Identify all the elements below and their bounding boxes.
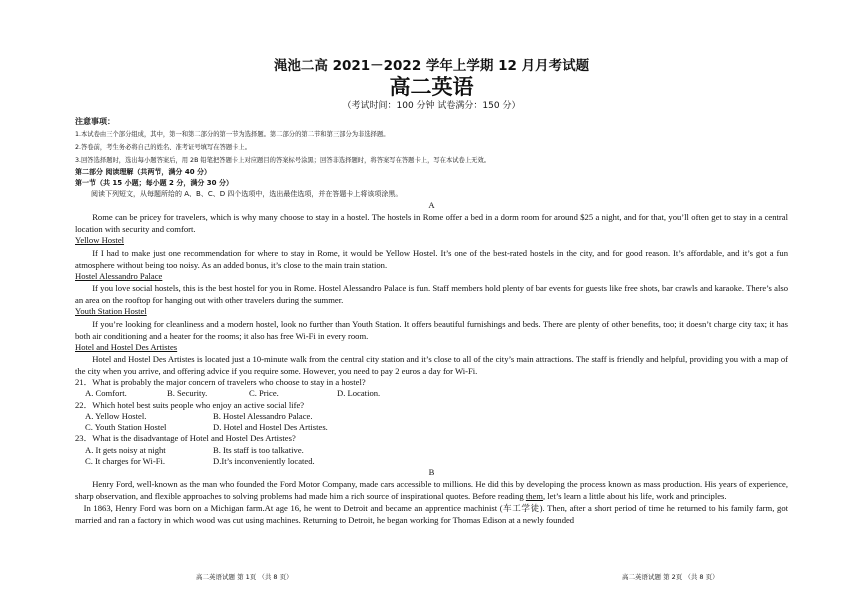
question-21 xyxy=(75,377,788,400)
passage-b-paragraph-2: In 1863, Henry Ford was born on a Michigan farm.At age 16, he went to Detroit and became an apprentice machinist (车工学徒). Then, after a short period of time he returned to his family farm, got married and ran a factory in which wood was cut using machines. Returning to Detroit, he began working for Thomas Edison at a newly founded xyxy=(75,503,788,526)
option-c[interactable]: C. Price. xyxy=(249,388,279,399)
option-b[interactable]: B. Hostel Alessandro Palace. xyxy=(213,410,313,421)
question-stem: What is probably the major concern of travelers who choose to stay in a hostel? xyxy=(92,377,366,387)
page-footer-left: 高二英语试题 第 1页 （共 8 页） xyxy=(196,573,293,581)
exam-title: 渑池二高 2021－2022 学年上学期 12 月月考试题 xyxy=(273,58,590,74)
section-instruction: 阅读下列短文，从每题所给的 A、B、C、D 四个选项中，选出最佳选项，并在答题卡上将该项涂黑。 xyxy=(91,190,403,198)
question-23 xyxy=(75,433,788,467)
hostel-description: Hotel and Hostel Des Artistes is located just a 10-minute walk from the central city station and it’s close to all of the city’s main attractions. The staff is friendly and helpful, providing you with a map of the city when you arrive, and offering advice if you require some. However, you need to pay 2 euros a day for Wi-Fi. xyxy=(75,354,788,376)
hostel-description: If you love social hostels, this is the best hostel for you in Rome. Hostel Alessandro Palace is fun. Staff members hold plenty of bar events for guests like free shots, bar crawls and karaoke. There’s also an area on the rooftop for hanging out with other travelers during the summer. xyxy=(75,283,788,305)
hostel-heading: Hotel and Hostel Des Artistes xyxy=(75,341,178,352)
question-22 xyxy=(75,400,788,434)
section-subtitle: 第一节（共 15 小题；每小题 2 分，满分 30 分） xyxy=(75,179,233,187)
option-d[interactable]: D.It’s inconveniently located. xyxy=(213,456,315,467)
option-c[interactable]: C. It charges for Wi-Fi. xyxy=(85,456,166,467)
question-number: 23． xyxy=(75,433,93,444)
option-d[interactable]: D. Hotel and Hostel Des Artistes. xyxy=(213,422,328,433)
passage-b-text: , let’s learn a little about his life, work and principles. xyxy=(543,491,727,502)
option-a[interactable]: A. It gets noisy at night xyxy=(85,444,166,455)
notice-item: 3.回答选择题时，选出每小题答案后，用 2B 铅笔把答题卡上对应题目的答案标号涂黑；回答非选择题时，将答案写在答题卡上，写在本试卷上无效。 xyxy=(75,157,491,164)
exam-subject: 高二英语 xyxy=(389,75,474,99)
passage-b-text: Henry Ford, well-known as the man who founded the Ford Motor Company, made cars accessible to millions. He did this by developing the process known as mass production. His years of experience, sharp observation, and flexible approaches to solving problems had made him a rich source of inspirational quotes. Before reading xyxy=(75,479,788,502)
question-number: 22． xyxy=(75,399,93,410)
option-a[interactable]: A. Yellow Hostel. xyxy=(85,410,147,421)
underlined-word: them xyxy=(525,491,543,502)
exam-info: （考试时间：100 分钟 试卷满分：150 分） xyxy=(342,101,521,111)
option-a[interactable]: A. Comfort. xyxy=(85,388,127,399)
hostel-description: If you’re looking for cleanliness and a modern hostel, look no further than Youth Station. It offers beautiful furnishings and beds. There are plenty of other benefits, too; it doesn’t charge city tax; it has both air conditioning and a heater for the rooms; it also has free Wi-Fi in every room. xyxy=(75,318,788,341)
question-stem: Which hotel best suits people who enjoy an active social life? xyxy=(92,399,305,410)
part-title: 第二部分 阅读理解（共两节，满分 40 分） xyxy=(75,168,212,176)
passage-a-letter: A xyxy=(428,200,435,210)
passage-b-letter: B xyxy=(428,467,435,478)
question-number: 21． xyxy=(75,377,93,387)
notice-item: 2.答卷前，考生务必将自己的姓名、准考证号填写在答题卡上。 xyxy=(75,144,252,151)
option-b[interactable]: B. Security. xyxy=(167,388,208,399)
notice-item: 1.本试卷由三个部分组成，其中，第一和第二部分的第一节为选择题。第二部分的第二节和第三部分为非选择题。 xyxy=(75,131,390,138)
option-b[interactable]: B. Its staff is too talkative. xyxy=(213,444,304,455)
hostel-heading: Hostel Alessandro Palace xyxy=(75,270,163,281)
passage-b-paragraph-1 xyxy=(75,478,788,502)
option-d[interactable]: D. Location. xyxy=(337,388,381,399)
hostel-description: If I had to make just one recommendation for where to stay in Rome, it would be Yellow Hostel. It’s one of the best-rated hostels in the city, and for good reason. It’s affordable, and it’s got a fun atmosphere without being too noisy. As an added bonus, it’s close to the main train station. xyxy=(75,247,788,270)
hostel-heading: Yellow Hostel xyxy=(75,235,125,245)
passage-a-intro: Rome can be pricey for travelers, which is why many choose to stay in a hostel. The hostels in Rome offer a bed in a dorm room for around $25 a night, and for that, you’ll often get to stay in a central location with security and comfort. xyxy=(75,212,788,234)
hostel-heading: Youth Station Hostel xyxy=(75,306,147,316)
option-c[interactable]: C. Youth Station Hostel xyxy=(85,422,167,433)
page-footer-right: 高二英语试题 第 2页 （共 8 页） xyxy=(622,573,719,581)
notice-heading: 注意事项： xyxy=(75,117,115,126)
question-stem: What is the disadvantage of Hotel and Hostel Des Artistes? xyxy=(92,433,296,444)
